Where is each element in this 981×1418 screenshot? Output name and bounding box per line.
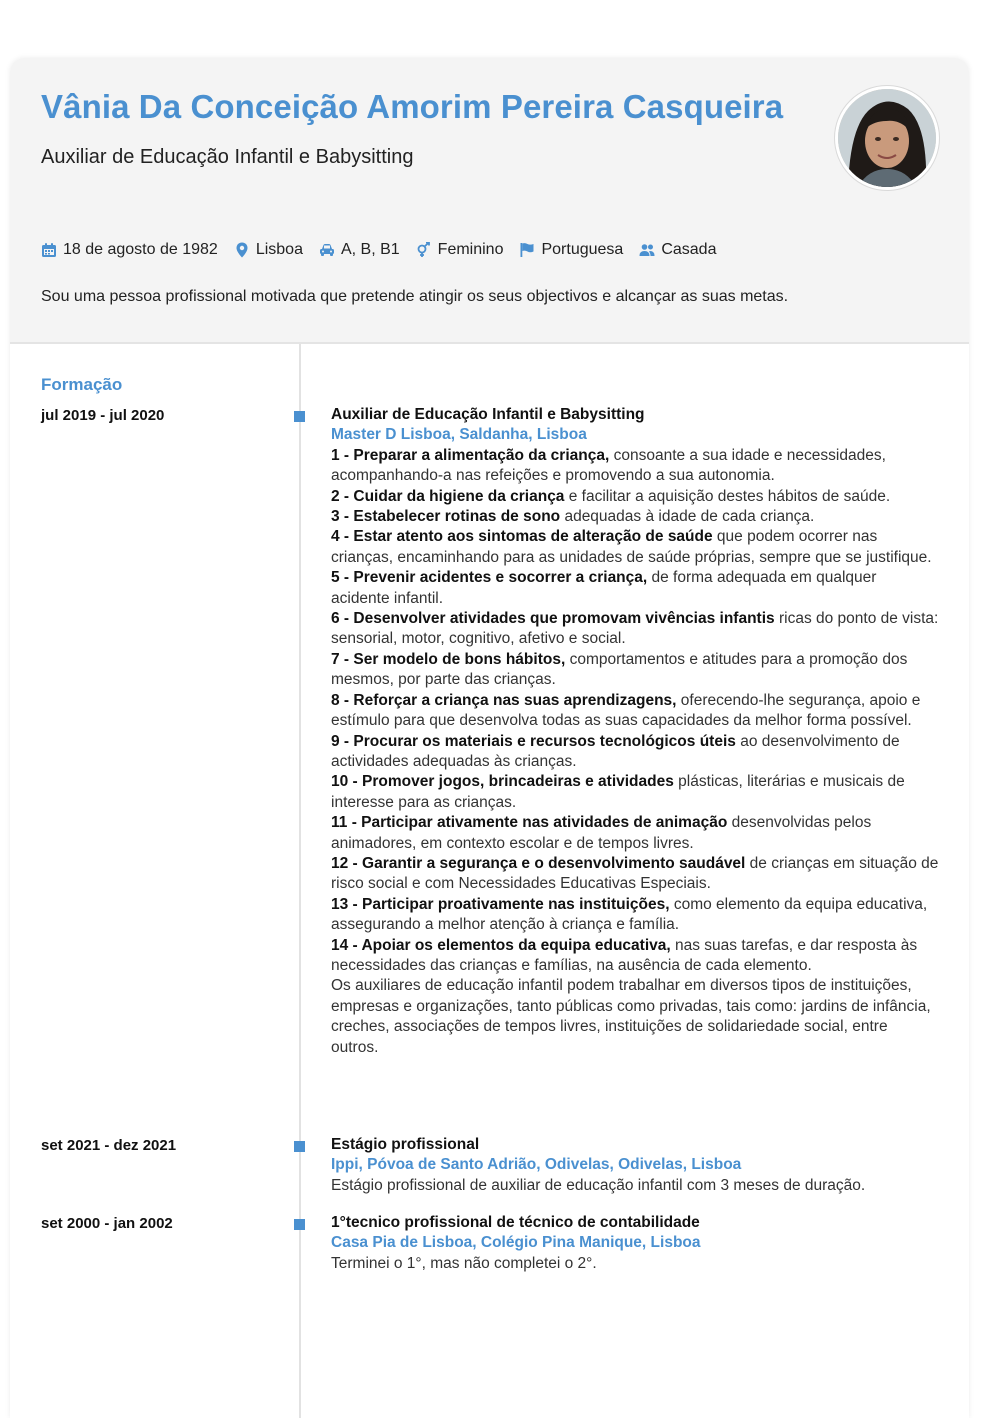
section-title-education: Formação — [41, 375, 123, 394]
entry-institution: Master D Lisboa, Saldanha, Lisboa — [331, 426, 587, 444]
gender-icon — [416, 242, 432, 258]
duty-heading: 7 - Ser modelo de bons hábitos, — [331, 650, 566, 668]
duty-heading: 11 - Participar ativamente nas atividades de animação — [331, 814, 728, 832]
duty-item — [331, 609, 939, 650]
duty-heading: 3 - Estabelecer rotinas de sono — [331, 508, 561, 526]
entry-description: Terminei o 1°, mas não completei o 2°. — [331, 1254, 597, 1272]
duty-item — [331, 895, 939, 936]
duty-item — [331, 507, 939, 527]
duty-item — [331, 487, 939, 507]
car-icon — [319, 242, 335, 258]
info-nationality — [519, 241, 623, 259]
duty-heading: 5 - Prevenir acidentes e socorrer a criança, — [331, 569, 648, 587]
duty-text: comportamentos e atitudes para a promoção dos mesmos, por parte das crianças. — [331, 650, 908, 689]
flag-icon — [519, 242, 535, 258]
duty-heading: 13 - Participar proativamente nas instituições, — [331, 895, 670, 913]
duty-text: de crianças em situação de risco social e com Necessidades Educativas Especiais. — [331, 854, 939, 893]
duty-text: ricas do ponto de vista: sensorial, motor, cognitivo, afetivo e social. — [331, 610, 939, 648]
timeline-marker — [294, 1141, 305, 1152]
duty-text: desenvolvidas pelos animadores, em contexto escolar e de tempos livres. — [331, 814, 872, 852]
duty-text: ao desenvolvimento de actividades adequadas às crianças. — [331, 732, 900, 770]
duty-heading: 4 - Estar atento aos sintomas de alteração de saúde — [331, 528, 713, 546]
license-text: A, B, B1 — [340, 241, 400, 258]
duty-heading: 14 - Apoiar os elementos da equipa educativa, — [331, 936, 671, 954]
duty-item — [331, 650, 939, 691]
resume-header — [10, 58, 969, 344]
entry-date: jul 2019 - jul 2020 — [41, 407, 165, 424]
duty-item — [331, 936, 939, 977]
entry-closing-text: Os auxiliares de educação infantil podem trabalhar em diversos tipos de instituições, empresas e organizações, tanto públicas como privadas, tais como: jardins de infância, creches, associações de tempos livres, instituições de solidariedade social, entre outros. — [331, 977, 931, 1056]
profile-photo — [838, 89, 936, 187]
avatar — [835, 86, 939, 190]
entry-date: set 2000 - jan 2002 — [41, 1215, 173, 1232]
duty-text: como elemento da equipa educativa, assegurando a melhor atenção à criança e família. — [331, 895, 928, 934]
duty-text: nas suas tarefas, e dar resposta às necessidades das crianças e famílias, na ausência de cada elemento. — [331, 936, 918, 974]
timeline-marker — [294, 411, 305, 422]
duty-heading: 2 - Cuidar da higiene da criança — [331, 487, 565, 505]
info-birthdate — [41, 241, 218, 259]
users-icon — [639, 242, 655, 258]
entry-date: set 2021 - dez 2021 — [41, 1137, 177, 1154]
duty-heading: 12 - Garantir a segurança e o desenvolvimento saudável — [331, 854, 746, 872]
timeline-divider — [299, 344, 301, 1418]
duty-item — [331, 446, 939, 487]
duty-heading: 1 - Preparar a alimentação da criança, — [331, 446, 610, 464]
location-pin-icon — [234, 242, 250, 258]
duty-text: plásticas, literárias e musicais de interesse para as crianças. — [331, 773, 905, 811]
education-entry — [331, 405, 939, 1058]
duty-text: de forma adequada em qualquer acidente infantil. — [331, 569, 877, 607]
gender-text: Feminino — [437, 241, 504, 258]
education-entry — [331, 1135, 939, 1196]
duty-item — [331, 772, 939, 813]
duty-text: que podem ocorrer nas crianças, encaminhando para as unidades de saúde próprias, sempre que se justifique. — [331, 528, 932, 566]
duty-text: consoante a sua idade e necessidades, acompanhando-a nas refeições e promovendo a sua autonomia. — [331, 446, 886, 485]
info-gender — [416, 241, 504, 259]
entry-description — [331, 446, 939, 977]
job-title: Auxiliar de Educação Infantil e Babysitting — [41, 146, 414, 168]
entry-title: Estágio profissional — [331, 1136, 480, 1153]
duty-text: oferecendo-lhe segurança, apoio e estímulo para que desenvolva todas as suas capacidades da melhor forma possível. — [331, 691, 921, 730]
info-marital-status — [639, 241, 716, 259]
marital-status-text: Casada — [661, 241, 717, 258]
resume-page — [10, 58, 969, 1418]
person-name: Vânia Da Conceição Amorim Pereira Casqueira — [41, 88, 784, 125]
nationality-text: Portuguesa — [541, 241, 624, 258]
entry-title: Auxiliar de Educação Infantil e Babysitting — [331, 406, 645, 423]
birthdate-text: 18 de agosto de 1982 — [63, 241, 218, 258]
personal-info-row — [41, 241, 732, 259]
duty-heading: 9 - Procurar os materiais e recursos tecnológicos úteis — [331, 732, 736, 750]
duty-item — [331, 527, 939, 568]
duty-heading: 6 - Desenvolver atividades que promovam vivências infantis — [331, 610, 775, 628]
info-location — [234, 241, 303, 259]
calendar-icon — [41, 242, 57, 258]
duty-item — [331, 691, 939, 732]
duty-item — [331, 568, 939, 609]
duty-text: e facilitar a aquisição destes hábitos de saúde. — [564, 487, 891, 505]
duty-item — [331, 813, 939, 854]
duty-text: adequadas à idade de cada criança. — [560, 508, 815, 526]
entry-institution: Ippi, Póvoa de Santo Adrião, Odivelas, Odivelas, Lisboa — [331, 1156, 742, 1174]
entry-institution: Casa Pia de Lisboa, Colégio Pina Manique, Lisboa — [331, 1234, 701, 1252]
timeline-marker — [294, 1219, 305, 1230]
profile-summary: Sou uma pessoa profissional motivada que pretende atingir os seus objectivos e alcançar as suas metas. — [41, 288, 789, 305]
entry-description: Estágio profissional de auxiliar de educação infantil com 3 meses de duração. — [331, 1176, 866, 1194]
info-driving-license — [319, 241, 400, 259]
duty-item — [331, 854, 939, 895]
duty-heading: 8 - Reforçar a criança nas suas aprendizagens, — [331, 691, 677, 709]
duty-heading: 10 - Promover jogos, brincadeiras e atividades — [331, 773, 674, 791]
duty-item — [331, 732, 939, 773]
location-text: Lisboa — [255, 241, 303, 258]
education-entry — [331, 1213, 939, 1274]
entry-title: 1°tecnico profissional de técnico de contabilidade — [331, 1214, 700, 1231]
